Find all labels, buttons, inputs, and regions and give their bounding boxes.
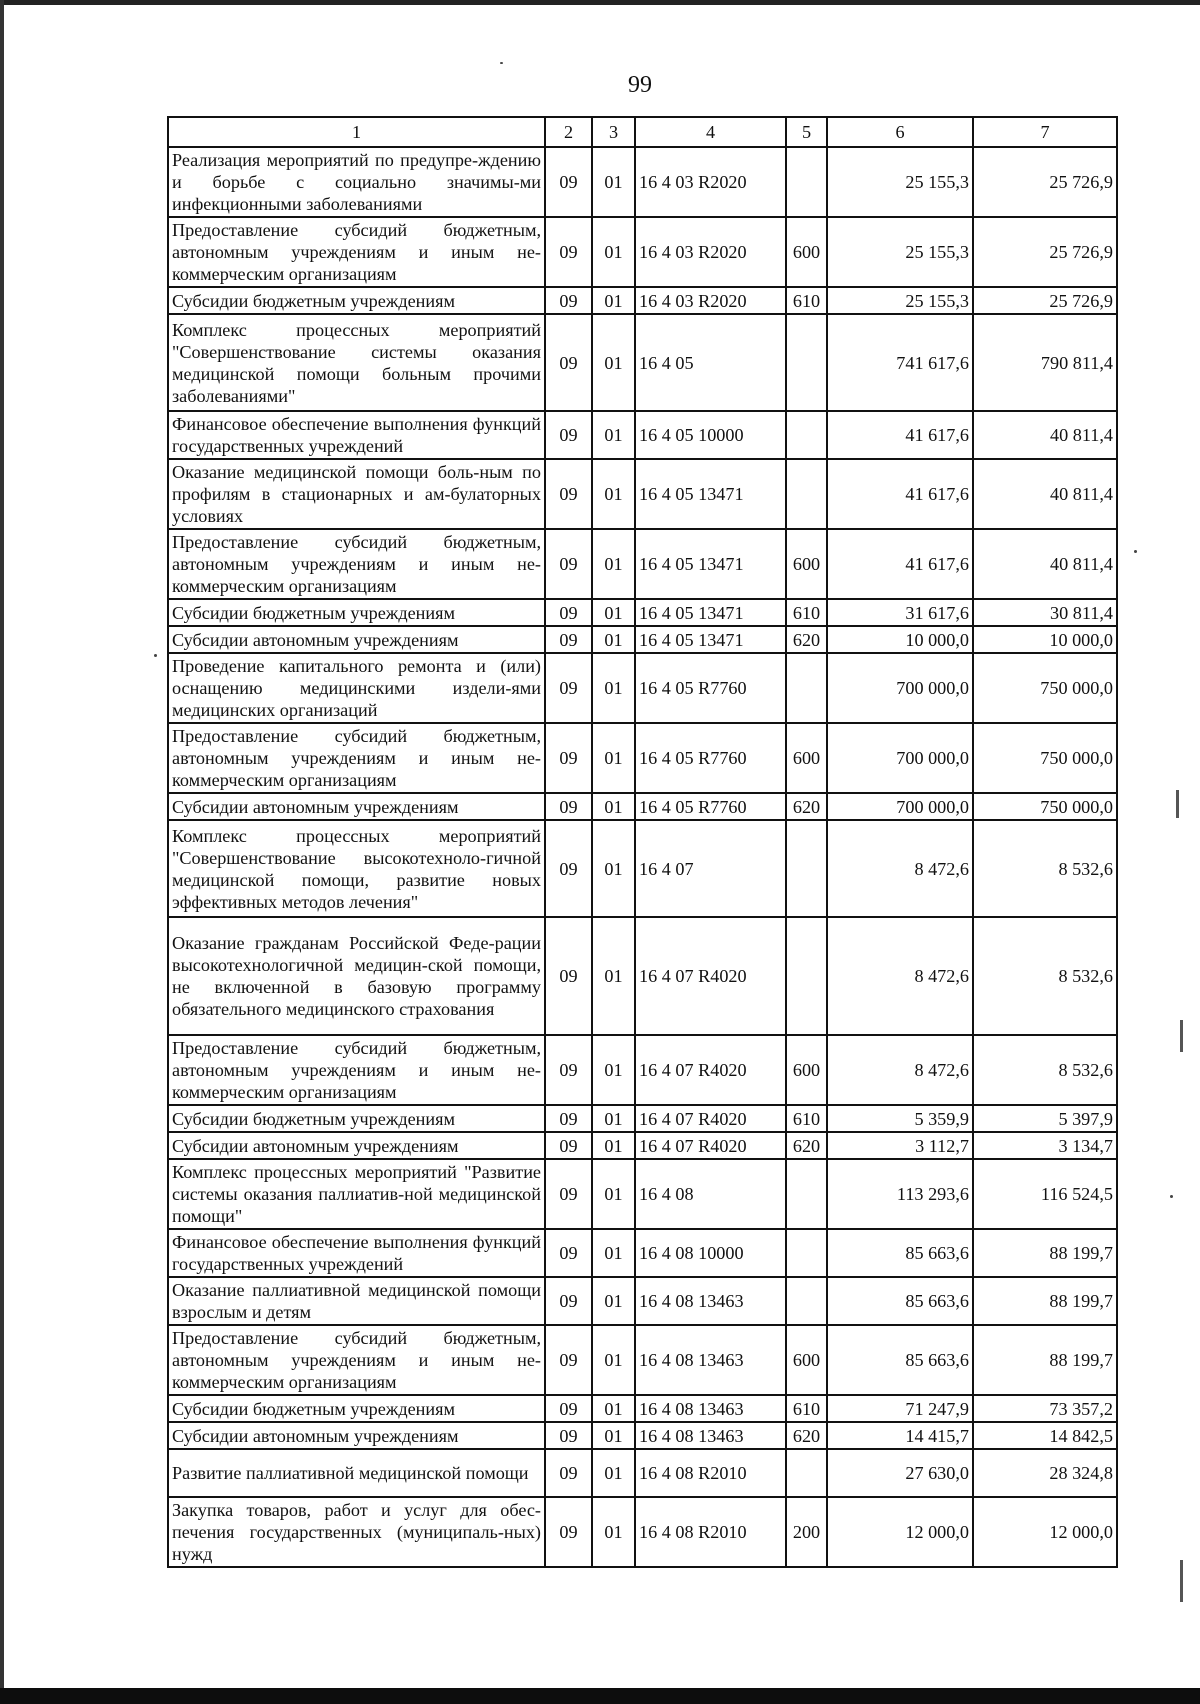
row-name-cell: Проведение капитального ремонта и (или) оснащению медицинскими издели-ями медицинских организаций bbox=[168, 653, 545, 723]
row-amount-year2-cell: 8 532,6 bbox=[973, 917, 1117, 1035]
row-name-cell: Предоставление субсидий бюджетным, автономным учреждениям и иным не-коммерческим организациям bbox=[168, 1035, 545, 1105]
table-row bbox=[168, 1325, 1117, 1395]
row-subsection-cell: 01 bbox=[592, 626, 635, 653]
row-expense-type-cell bbox=[786, 1159, 827, 1229]
column-header: 6 bbox=[827, 117, 973, 147]
row-name-cell: Субсидии автономным учреждениям bbox=[168, 626, 545, 653]
row-target-code-cell: 16 4 08 13463 bbox=[635, 1395, 786, 1422]
row-amount-year2-cell: 28 324,8 bbox=[973, 1449, 1117, 1497]
column-header: 4 bbox=[635, 117, 786, 147]
row-amount-year2-cell: 88 199,7 bbox=[973, 1277, 1117, 1325]
row-subsection-cell: 01 bbox=[592, 917, 635, 1035]
row-section-cell: 09 bbox=[545, 599, 592, 626]
row-amount-year2-cell: 88 199,7 bbox=[973, 1325, 1117, 1395]
row-section-cell: 09 bbox=[545, 217, 592, 287]
table-row bbox=[168, 217, 1117, 287]
row-amount-year2-cell: 88 199,7 bbox=[973, 1229, 1117, 1277]
row-amount-year1-cell: 10 000,0 bbox=[827, 626, 973, 653]
row-target-code-cell: 16 4 05 R7760 bbox=[635, 793, 786, 820]
row-name-cell: Оказание медицинской помощи боль-ным по профилям в стационарных и ам-булаторных условиях bbox=[168, 459, 545, 529]
row-subsection-cell: 01 bbox=[592, 599, 635, 626]
row-target-code-cell: 16 4 05 13471 bbox=[635, 529, 786, 599]
row-name-cell: Предоставление субсидий бюджетным, автономным учреждениям и иным не-коммерческим организациям bbox=[168, 723, 545, 793]
row-subsection-cell: 01 bbox=[592, 459, 635, 529]
row-subsection-cell: 01 bbox=[592, 529, 635, 599]
row-section-cell: 09 bbox=[545, 917, 592, 1035]
row-section-cell: 09 bbox=[545, 314, 592, 411]
table-row bbox=[168, 1422, 1117, 1449]
row-target-code-cell: 16 4 08 13463 bbox=[635, 1422, 786, 1449]
row-target-code-cell: 16 4 08 13463 bbox=[635, 1325, 786, 1395]
table-row bbox=[168, 1395, 1117, 1422]
row-target-code-cell: 16 4 07 bbox=[635, 820, 786, 917]
row-target-code-cell: 16 4 03 R2020 bbox=[635, 147, 786, 217]
row-expense-type-cell bbox=[786, 1449, 827, 1497]
row-amount-year2-cell: 750 000,0 bbox=[973, 653, 1117, 723]
row-expense-type-cell: 620 bbox=[786, 626, 827, 653]
row-amount-year2-cell: 25 726,9 bbox=[973, 217, 1117, 287]
row-expense-type-cell bbox=[786, 653, 827, 723]
row-target-code-cell: 16 4 05 13471 bbox=[635, 599, 786, 626]
row-expense-type-cell bbox=[786, 820, 827, 917]
table-row bbox=[168, 411, 1117, 459]
scan-speck bbox=[500, 62, 503, 64]
row-amount-year1-cell: 41 617,6 bbox=[827, 529, 973, 599]
row-expense-type-cell: 600 bbox=[786, 723, 827, 793]
table-row bbox=[168, 723, 1117, 793]
table-row bbox=[168, 1132, 1117, 1159]
row-subsection-cell: 01 bbox=[592, 1422, 635, 1449]
row-section-cell: 09 bbox=[545, 1449, 592, 1497]
row-amount-year1-cell: 113 293,6 bbox=[827, 1159, 973, 1229]
row-expense-type-cell bbox=[786, 459, 827, 529]
row-amount-year2-cell: 40 811,4 bbox=[973, 411, 1117, 459]
row-amount-year1-cell: 85 663,6 bbox=[827, 1325, 973, 1395]
row-section-cell: 09 bbox=[545, 459, 592, 529]
row-name-cell: Предоставление субсидий бюджетным, автономным учреждениям и иным не-коммерческим организациям bbox=[168, 1325, 545, 1395]
row-expense-type-cell bbox=[786, 411, 827, 459]
row-subsection-cell: 01 bbox=[592, 147, 635, 217]
row-expense-type-cell: 600 bbox=[786, 529, 827, 599]
row-expense-type-cell: 610 bbox=[786, 1105, 827, 1132]
row-expense-type-cell: 600 bbox=[786, 217, 827, 287]
scan-speck bbox=[154, 654, 157, 657]
row-subsection-cell: 01 bbox=[592, 1449, 635, 1497]
row-expense-type-cell bbox=[786, 1277, 827, 1325]
row-amount-year2-cell: 790 811,4 bbox=[973, 314, 1117, 411]
row-amount-year1-cell: 700 000,0 bbox=[827, 793, 973, 820]
row-section-cell: 09 bbox=[545, 1105, 592, 1132]
row-expense-type-cell: 600 bbox=[786, 1035, 827, 1105]
row-amount-year2-cell: 12 000,0 bbox=[973, 1497, 1117, 1567]
row-amount-year2-cell: 25 726,9 bbox=[973, 287, 1117, 314]
row-section-cell: 09 bbox=[545, 653, 592, 723]
row-amount-year1-cell: 14 415,7 bbox=[827, 1422, 973, 1449]
table-header-row bbox=[168, 117, 1117, 147]
table-row bbox=[168, 917, 1117, 1035]
table-row bbox=[168, 1105, 1117, 1132]
table-row bbox=[168, 1035, 1117, 1105]
row-subsection-cell: 01 bbox=[592, 1035, 635, 1105]
table-row bbox=[168, 1159, 1117, 1229]
row-amount-year1-cell: 5 359,9 bbox=[827, 1105, 973, 1132]
row-name-cell: Финансовое обеспечение выполнения функций государственных учреждений bbox=[168, 411, 545, 459]
row-expense-type-cell bbox=[786, 917, 827, 1035]
row-subsection-cell: 01 bbox=[592, 1497, 635, 1567]
row-amount-year1-cell: 27 630,0 bbox=[827, 1449, 973, 1497]
row-name-cell: Субсидии бюджетным учреждениям bbox=[168, 1105, 545, 1132]
scan-edge-left bbox=[0, 0, 4, 1704]
row-section-cell: 09 bbox=[545, 1035, 592, 1105]
row-target-code-cell: 16 4 05 13471 bbox=[635, 459, 786, 529]
row-subsection-cell: 01 bbox=[592, 793, 635, 820]
row-amount-year1-cell: 85 663,6 bbox=[827, 1277, 973, 1325]
row-target-code-cell: 16 4 05 13471 bbox=[635, 626, 786, 653]
row-expense-type-cell: 620 bbox=[786, 1422, 827, 1449]
row-section-cell: 09 bbox=[545, 820, 592, 917]
row-target-code-cell: 16 4 08 R2010 bbox=[635, 1497, 786, 1567]
row-section-cell: 09 bbox=[545, 626, 592, 653]
row-name-cell: Реализация мероприятий по предупре-ждению и борьбе с социально значимы-ми инфекционными заболеваниями bbox=[168, 147, 545, 217]
row-target-code-cell: 16 4 07 R4020 bbox=[635, 1105, 786, 1132]
table-row bbox=[168, 147, 1117, 217]
row-amount-year2-cell: 10 000,0 bbox=[973, 626, 1117, 653]
scan-margin-mark bbox=[1180, 1020, 1183, 1052]
table-row bbox=[168, 599, 1117, 626]
row-section-cell: 09 bbox=[545, 529, 592, 599]
row-target-code-cell: 16 4 08 bbox=[635, 1159, 786, 1229]
scan-speck bbox=[1170, 1195, 1173, 1198]
row-subsection-cell: 01 bbox=[592, 1325, 635, 1395]
row-name-cell: Субсидии автономным учреждениям bbox=[168, 793, 545, 820]
row-expense-type-cell: 610 bbox=[786, 599, 827, 626]
row-name-cell: Субсидии автономным учреждениям bbox=[168, 1132, 545, 1159]
row-amount-year2-cell: 750 000,0 bbox=[973, 723, 1117, 793]
row-amount-year1-cell: 41 617,6 bbox=[827, 459, 973, 529]
row-name-cell: Развитие паллиативной медицинской помощи bbox=[168, 1449, 545, 1497]
column-header: 5 bbox=[786, 117, 827, 147]
row-subsection-cell: 01 bbox=[592, 1105, 635, 1132]
row-name-cell: Субсидии автономным учреждениям bbox=[168, 1422, 545, 1449]
row-amount-year2-cell: 5 397,9 bbox=[973, 1105, 1117, 1132]
row-section-cell: 09 bbox=[545, 1159, 592, 1229]
row-expense-type-cell: 620 bbox=[786, 1132, 827, 1159]
scan-speck bbox=[1134, 550, 1137, 553]
column-header: 3 bbox=[592, 117, 635, 147]
row-amount-year1-cell: 85 663,6 bbox=[827, 1229, 973, 1277]
row-amount-year1-cell: 41 617,6 bbox=[827, 411, 973, 459]
row-section-cell: 09 bbox=[545, 1497, 592, 1567]
row-subsection-cell: 01 bbox=[592, 287, 635, 314]
row-section-cell: 09 bbox=[545, 793, 592, 820]
column-header: 2 bbox=[545, 117, 592, 147]
table-row bbox=[168, 653, 1117, 723]
row-target-code-cell: 16 4 03 R2020 bbox=[635, 287, 786, 314]
row-expense-type-cell bbox=[786, 314, 827, 411]
row-target-code-cell: 16 4 05 10000 bbox=[635, 411, 786, 459]
row-subsection-cell: 01 bbox=[592, 1277, 635, 1325]
row-subsection-cell: 01 bbox=[592, 723, 635, 793]
row-section-cell: 09 bbox=[545, 147, 592, 217]
table-row bbox=[168, 626, 1117, 653]
row-amount-year1-cell: 12 000,0 bbox=[827, 1497, 973, 1567]
row-subsection-cell: 01 bbox=[592, 1395, 635, 1422]
table-row bbox=[168, 459, 1117, 529]
row-amount-year1-cell: 8 472,6 bbox=[827, 820, 973, 917]
row-name-cell: Субсидии бюджетным учреждениям bbox=[168, 599, 545, 626]
table-row bbox=[168, 820, 1117, 917]
row-amount-year2-cell: 750 000,0 bbox=[973, 793, 1117, 820]
row-expense-type-cell bbox=[786, 1229, 827, 1277]
row-name-cell: Субсидии бюджетным учреждениям bbox=[168, 1395, 545, 1422]
row-subsection-cell: 01 bbox=[592, 411, 635, 459]
row-amount-year2-cell: 3 134,7 bbox=[973, 1132, 1117, 1159]
table-row bbox=[168, 287, 1117, 314]
row-section-cell: 09 bbox=[545, 1277, 592, 1325]
scan-margin-mark bbox=[1180, 1560, 1183, 1602]
row-amount-year1-cell: 25 155,3 bbox=[827, 287, 973, 314]
row-subsection-cell: 01 bbox=[592, 653, 635, 723]
table-row bbox=[168, 1229, 1117, 1277]
row-amount-year2-cell: 8 532,6 bbox=[973, 1035, 1117, 1105]
row-target-code-cell: 16 4 03 R2020 bbox=[635, 217, 786, 287]
row-expense-type-cell: 610 bbox=[786, 1395, 827, 1422]
table-body bbox=[168, 147, 1117, 1567]
column-header: 7 bbox=[973, 117, 1117, 147]
row-name-cell: Закупка товаров, работ и услуг для обес-печения государственных (муниципаль-ных) нужд bbox=[168, 1497, 545, 1567]
row-target-code-cell: 16 4 07 R4020 bbox=[635, 1035, 786, 1105]
column-header: 1 bbox=[168, 117, 545, 147]
row-expense-type-cell: 200 bbox=[786, 1497, 827, 1567]
row-subsection-cell: 01 bbox=[592, 1159, 635, 1229]
row-section-cell: 09 bbox=[545, 723, 592, 793]
row-expense-type-cell bbox=[786, 147, 827, 217]
table-row bbox=[168, 1449, 1117, 1497]
row-name-cell: Комплекс процессных мероприятий "Развитие системы оказания паллиатив-ной медицинской помощи" bbox=[168, 1159, 545, 1229]
table-row bbox=[168, 1277, 1117, 1325]
row-amount-year2-cell: 25 726,9 bbox=[973, 147, 1117, 217]
row-subsection-cell: 01 bbox=[592, 217, 635, 287]
table-row bbox=[168, 793, 1117, 820]
row-amount-year1-cell: 31 617,6 bbox=[827, 599, 973, 626]
row-amount-year1-cell: 700 000,0 bbox=[827, 723, 973, 793]
row-target-code-cell: 16 4 08 10000 bbox=[635, 1229, 786, 1277]
table-row bbox=[168, 1497, 1117, 1567]
row-name-cell: Оказание гражданам Российской Феде-рации высокотехнологичной медицин-ской помощи, не включенной в базовую программу обязательного медицинского страхования bbox=[168, 917, 545, 1035]
row-amount-year2-cell: 40 811,4 bbox=[973, 529, 1117, 599]
row-amount-year1-cell: 25 155,3 bbox=[827, 147, 973, 217]
row-amount-year1-cell: 3 112,7 bbox=[827, 1132, 973, 1159]
budget-table bbox=[167, 116, 1118, 1568]
row-name-cell: Предоставление субсидий бюджетным, автономным учреждениям и иным не-коммерческим организациям bbox=[168, 529, 545, 599]
row-name-cell: Комплекс процессных мероприятий "Совершенствование системы оказания медицинской помощи больным прочими заболеваниями" bbox=[168, 314, 545, 411]
row-amount-year2-cell: 14 842,5 bbox=[973, 1422, 1117, 1449]
table-row bbox=[168, 314, 1117, 411]
row-amount-year1-cell: 25 155,3 bbox=[827, 217, 973, 287]
row-target-code-cell: 16 4 05 R7760 bbox=[635, 653, 786, 723]
row-section-cell: 09 bbox=[545, 1132, 592, 1159]
row-section-cell: 09 bbox=[545, 411, 592, 459]
row-target-code-cell: 16 4 05 bbox=[635, 314, 786, 411]
row-amount-year1-cell: 741 617,6 bbox=[827, 314, 973, 411]
row-target-code-cell: 16 4 05 R7760 bbox=[635, 723, 786, 793]
row-target-code-cell: 16 4 07 R4020 bbox=[635, 917, 786, 1035]
row-subsection-cell: 01 bbox=[592, 820, 635, 917]
table-row bbox=[168, 529, 1117, 599]
row-amount-year1-cell: 8 472,6 bbox=[827, 917, 973, 1035]
row-subsection-cell: 01 bbox=[592, 1132, 635, 1159]
scan-edge-top bbox=[0, 0, 1200, 5]
row-amount-year2-cell: 116 524,5 bbox=[973, 1159, 1117, 1229]
row-section-cell: 09 bbox=[545, 1229, 592, 1277]
row-target-code-cell: 16 4 08 13463 bbox=[635, 1277, 786, 1325]
row-name-cell: Оказание паллиативной медицинской помощи взрослым и детям bbox=[168, 1277, 545, 1325]
row-target-code-cell: 16 4 08 R2010 bbox=[635, 1449, 786, 1497]
scan-edge-bottom bbox=[0, 1688, 1200, 1704]
row-subsection-cell: 01 bbox=[592, 314, 635, 411]
row-name-cell: Предоставление субсидий бюджетным, автономным учреждениям и иным не-коммерческим организациям bbox=[168, 217, 545, 287]
row-expense-type-cell: 600 bbox=[786, 1325, 827, 1395]
row-target-code-cell: 16 4 07 R4020 bbox=[635, 1132, 786, 1159]
row-amount-year2-cell: 8 532,6 bbox=[973, 820, 1117, 917]
page-number: 99 bbox=[628, 72, 652, 98]
row-section-cell: 09 bbox=[545, 1422, 592, 1449]
row-amount-year2-cell: 40 811,4 bbox=[973, 459, 1117, 529]
row-amount-year1-cell: 700 000,0 bbox=[827, 653, 973, 723]
row-amount-year1-cell: 71 247,9 bbox=[827, 1395, 973, 1422]
row-expense-type-cell: 610 bbox=[786, 287, 827, 314]
row-name-cell: Финансовое обеспечение выполнения функций государственных учреждений bbox=[168, 1229, 545, 1277]
row-section-cell: 09 bbox=[545, 1395, 592, 1422]
row-name-cell: Субсидии бюджетным учреждениям bbox=[168, 287, 545, 314]
scan-margin-mark bbox=[1176, 790, 1179, 818]
row-section-cell: 09 bbox=[545, 1325, 592, 1395]
row-subsection-cell: 01 bbox=[592, 1229, 635, 1277]
row-amount-year2-cell: 30 811,4 bbox=[973, 599, 1117, 626]
row-name-cell: Комплекс процессных мероприятий "Совершенствование высокотехноло-гичной медицинской помощи, развитие новых эффективных методов лечения" bbox=[168, 820, 545, 917]
row-amount-year2-cell: 73 357,2 bbox=[973, 1395, 1117, 1422]
row-amount-year1-cell: 8 472,6 bbox=[827, 1035, 973, 1105]
row-expense-type-cell: 620 bbox=[786, 793, 827, 820]
row-section-cell: 09 bbox=[545, 287, 592, 314]
